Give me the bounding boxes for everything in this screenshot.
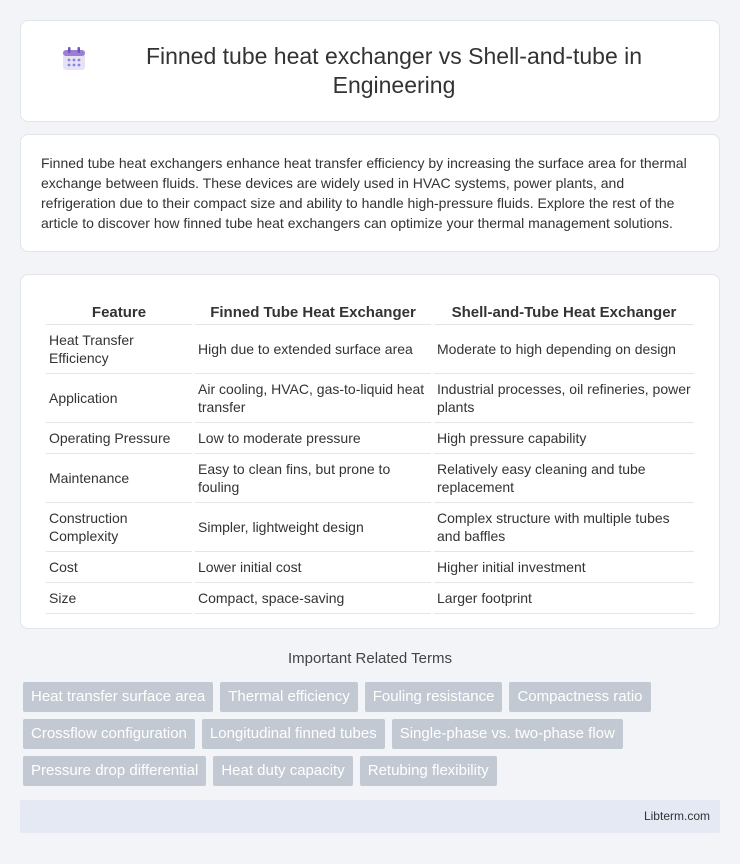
table-cell: Higher initial investment xyxy=(434,552,694,583)
related-term-tag[interactable]: Retubing flexibility xyxy=(360,756,497,786)
table-cell: Moderate to high depending on design xyxy=(434,325,694,374)
table-cell: Easy to clean fins, but prone to fouling xyxy=(195,454,431,503)
table-row xyxy=(46,583,694,614)
table-cell: High due to extended surface area xyxy=(195,325,431,374)
table-header-row xyxy=(46,295,694,325)
page-title: Finned tube heat exchanger vs Shell-and-tube in Engineering xyxy=(145,43,643,98)
table-row xyxy=(46,503,694,552)
related-term-tag[interactable]: Pressure drop differential xyxy=(23,756,206,786)
intro-card xyxy=(20,134,720,252)
calendar-icon xyxy=(61,46,87,72)
footer xyxy=(20,800,720,833)
related-term-tag[interactable]: Longitudinal finned tubes xyxy=(202,719,385,749)
related-terms-title: Important Related Terms xyxy=(288,650,452,667)
table-cell: Maintenance xyxy=(46,454,192,503)
intro-paragraph: Finned tube heat exchangers enhance heat transfer efficiency by increasing the surface area for thermal exchange between fluids. These devices are widely used in HVAC systems, power plants, and refrigeration due to their compact size and ability to handle high-pressure fluids. Explore the rest of the article to discover how finned tube heat exchangers can optimize your thermal management solutions. xyxy=(41,155,687,231)
table-cell: Operating Pressure xyxy=(46,423,192,454)
related-term-tag[interactable]: Fouling resistance xyxy=(365,682,503,712)
table-row xyxy=(46,374,694,423)
table-row xyxy=(46,325,694,374)
related-term-tag[interactable]: Thermal efficiency xyxy=(220,682,357,712)
table-cell: Complex structure with multiple tubes and baffles xyxy=(434,503,694,552)
table-cell: Size xyxy=(46,583,192,614)
table-cell: High pressure capability xyxy=(434,423,694,454)
table-cell: Cost xyxy=(46,552,192,583)
related-term-tag[interactable]: Heat duty capacity xyxy=(213,756,352,786)
table-cell: Larger footprint xyxy=(434,583,694,614)
title-card xyxy=(20,20,720,122)
table-header: Shell-and-Tube Heat Exchanger xyxy=(434,295,694,325)
comparison-card xyxy=(20,274,720,629)
table-cell: Heat Transfer Efficiency xyxy=(46,325,192,374)
related-term-tag[interactable]: Heat transfer surface area xyxy=(23,682,213,712)
comparison-table xyxy=(43,295,697,614)
table-row xyxy=(46,552,694,583)
related-term-tag[interactable]: Single-phase vs. two-phase flow xyxy=(392,719,623,749)
table-row xyxy=(46,454,694,503)
table-cell: Lower initial cost xyxy=(195,552,431,583)
table-cell: Air cooling, HVAC, gas-to-liquid heat transfer xyxy=(195,374,431,423)
table-cell: Simpler, lightweight design xyxy=(195,503,431,552)
table-header: Feature xyxy=(46,295,192,325)
table-cell: Compact, space-saving xyxy=(195,583,431,614)
related-term-tag[interactable]: Compactness ratio xyxy=(509,682,650,712)
footer-site-link[interactable]: Libterm.com xyxy=(643,809,710,823)
related-terms-list xyxy=(23,682,723,793)
table-cell: Construction Complexity xyxy=(46,503,192,552)
related-term-tag[interactable]: Crossflow configuration xyxy=(23,719,195,749)
table-header: Finned Tube Heat Exchanger xyxy=(195,295,431,325)
table-cell: Industrial processes, oil refineries, power plants xyxy=(434,374,694,423)
table-cell: Application xyxy=(46,374,192,423)
table-row xyxy=(46,423,694,454)
table-cell: Relatively easy cleaning and tube replacement xyxy=(434,454,694,503)
table-cell: Low to moderate pressure xyxy=(195,423,431,454)
